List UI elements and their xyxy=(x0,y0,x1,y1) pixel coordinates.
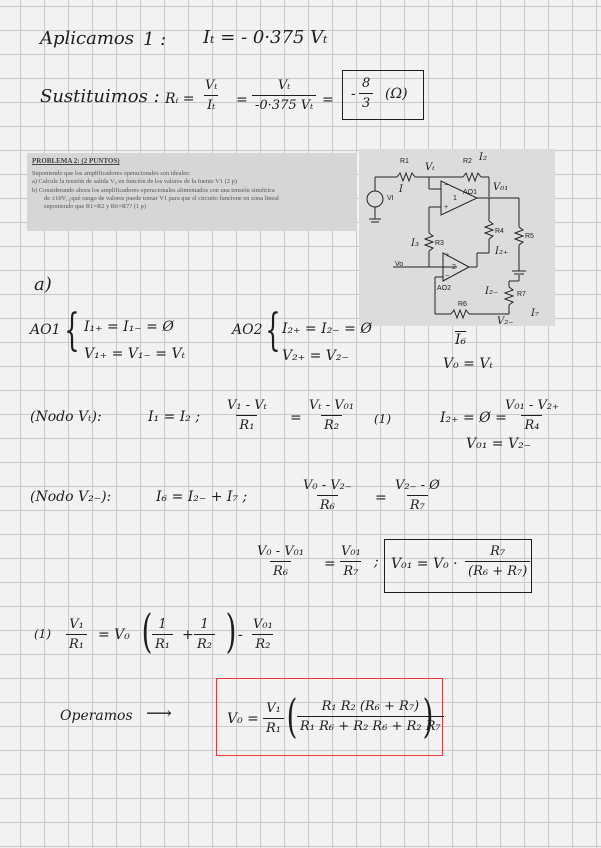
vo1-fraction-1 xyxy=(254,544,307,579)
line2-eq1: = xyxy=(236,92,248,108)
node-v2-f1-den: R₆ xyxy=(317,495,338,513)
final-arrow: ⟶ xyxy=(146,703,172,724)
eq1-plus: + xyxy=(182,627,194,643)
node-v2-fraction-1 xyxy=(300,478,355,513)
ao1-line1: I₁₊ = I₁₋ = Ø xyxy=(84,319,174,335)
ao2-block-label: AO2 xyxy=(232,322,263,338)
final-f1-den: R₁ xyxy=(263,718,284,736)
problem-item-b-line1: b) Considerando ahora los amplificadores operacionales alimentados con una tensión simétrica xyxy=(32,186,275,194)
final-f2-num: R₁ R₂ (R₆ + R₇) xyxy=(321,699,420,714)
problem-item-a: a) Calcule la tensión de salida V₀ en función de los valores de la fuente V1 (2 p) xyxy=(32,178,237,186)
line2-f1-num: Vₜ xyxy=(205,78,218,93)
node-v2-f2-num: V₂₋ - Ø xyxy=(395,478,440,493)
vo1-lhs: V₀₁ = V₀ · xyxy=(391,556,458,572)
line2-result-num: 8 xyxy=(362,76,371,91)
side-note-vo-vt: V₀ = Vₜ xyxy=(443,356,493,372)
circuit-note-i2p: I₂₊ xyxy=(495,246,509,257)
circuit-note-i3: I₃ xyxy=(411,238,419,249)
line2-result-sign: - xyxy=(351,86,356,102)
eq1-fraction-1 xyxy=(66,617,87,652)
final-close-paren: ) xyxy=(422,689,434,743)
line2-result-fraction xyxy=(359,76,373,111)
line2-word: Sustituimos : xyxy=(40,86,160,107)
line2-fraction-1 xyxy=(202,78,221,113)
eq1-fraction-3 xyxy=(194,617,215,652)
circuit-ao1-plus: + xyxy=(444,204,449,211)
eq1-f1-den: R₁ xyxy=(66,634,87,652)
node-vt-label: (Nodo Vₜ): xyxy=(30,409,102,425)
circuit-label-r6: R6 xyxy=(458,301,467,308)
line1-expression: Iₜ = - 0·375 Vₜ xyxy=(203,27,328,48)
problem-item-b-line3: suponiendo que R1=R2 y R6=R7? (1 p) xyxy=(44,203,146,211)
node-v2-eq: I₆ = I₂₋ + I₇ ; xyxy=(156,489,248,505)
eq1-fraction-4 xyxy=(250,617,276,652)
right-eq-fraction xyxy=(502,398,562,433)
node-v2-f1-num: V₀ - V₂₋ xyxy=(303,478,352,493)
eq1-f3-num: 1 xyxy=(200,617,209,632)
final-fraction-1 xyxy=(263,701,284,736)
eq1-tag: (1) xyxy=(34,627,51,641)
circuit-label-ao1: AO1 xyxy=(463,189,478,196)
node-vt-f2-num: Vₜ - V₀₁ xyxy=(309,398,355,413)
eq1-minus: - xyxy=(238,627,243,643)
circuit-diagram xyxy=(359,149,555,326)
line2-fraction-2 xyxy=(252,78,316,113)
problem-item-b-line2: de ±10V, ¿qué rango de valores puede tomar V1 para que el circuito funcione en zona lineal xyxy=(44,195,279,203)
node-v2-label: (Nodo V₂₋): xyxy=(30,489,112,505)
circuit-label-ao2: AO2 xyxy=(437,285,452,292)
final-word: Operamos xyxy=(60,708,133,724)
node-vt-eq: I₁ = I₂ ; xyxy=(148,409,201,425)
section-a-label: a) xyxy=(34,274,52,295)
vo1-f2-num: V₀₁ xyxy=(341,544,361,559)
node-vt-fraction-1 xyxy=(224,398,270,433)
eq1-f3-den: R₂ xyxy=(194,634,215,652)
line1-word: Aplicamos xyxy=(40,28,134,49)
eq1-f4-den: R₂ xyxy=(252,634,273,652)
circuit-ao1-number: 1 xyxy=(453,195,457,202)
side-note-i6: I₆ xyxy=(455,332,467,348)
eq1-mid: = V₀ xyxy=(98,627,130,643)
right-eq-den: R₄ xyxy=(521,415,542,433)
problem-statement xyxy=(27,153,357,231)
ao1-brace: { xyxy=(64,305,80,356)
circuit-ao2-number: 2 xyxy=(452,264,456,271)
node-v2-eq2: = xyxy=(375,490,387,506)
circuit-label-r3: R3 xyxy=(435,240,444,247)
circuit-label-r7: R7 xyxy=(517,291,526,298)
node-v2-fraction-2 xyxy=(392,478,443,513)
line2-f2-num: Vₜ xyxy=(277,78,291,93)
vo1-f1-den: R₆ xyxy=(270,561,291,579)
circuit-note-i: I xyxy=(399,184,403,195)
node-vt-f1-num: V₁ - Vₜ xyxy=(227,398,267,413)
node-v2-f2-den: R₇ xyxy=(407,495,428,513)
circuit-ao2-minus: − xyxy=(445,273,450,280)
node-vt-f2-den: R₂ xyxy=(321,415,342,433)
eq1-f2-num: 1 xyxy=(158,617,167,632)
vo1-eq: = xyxy=(324,556,336,572)
vo1-fraction-3 xyxy=(465,544,530,579)
circuit-ao1-minus: − xyxy=(444,182,449,189)
line1-number: 1 : xyxy=(143,29,167,50)
line2-f2-den: -0·375 Vₜ xyxy=(252,95,316,113)
vo1-f1-num: V₀ - V₀₁ xyxy=(257,544,305,559)
circuit-note-v2m: V₂₋ xyxy=(497,316,514,327)
circuit-label-vo: Vo xyxy=(395,261,404,268)
node-vt-eq2: = xyxy=(290,410,302,426)
circuit-note-i2m: I₂₋ xyxy=(485,286,499,297)
right-eq-lhs: I₂₊ = Ø = xyxy=(440,410,507,426)
line2-result-den: 3 xyxy=(359,93,373,111)
circuit-label-r1: R1 xyxy=(400,158,409,165)
circuit-note-i7: I₇ xyxy=(531,308,539,319)
right-eq-num: V₀₁ - V₂₊ xyxy=(505,398,559,413)
right-eq-line2: V₀₁ = V₂₋ xyxy=(466,436,532,452)
node-vt-tag: (1) xyxy=(374,412,391,426)
ao2-brace: { xyxy=(265,305,281,356)
circuit-label-vi: VI xyxy=(387,195,394,202)
final-result-box xyxy=(216,678,443,756)
vo1-separator: ; xyxy=(374,554,379,570)
vo1-fraction-2 xyxy=(338,544,364,579)
node-vt-f1-den: R₁ xyxy=(236,415,257,433)
vo1-f3-den: (R₆ + R₇) xyxy=(465,561,530,579)
line2-eq2: = xyxy=(322,92,334,108)
final-f1-num: V₁ xyxy=(266,701,281,716)
eq1-open-paren: ( xyxy=(141,604,153,658)
final-lhs: V₀ = xyxy=(227,711,259,727)
circuit-ao2-plus: + xyxy=(445,252,450,259)
circuit-note-i2: I₂ xyxy=(479,152,487,163)
ao2-line2: V₂₊ = V₂₋ xyxy=(282,348,349,364)
vo1-f2-den: R₇ xyxy=(340,561,361,579)
circuit-note-vo1: V₀₁ xyxy=(493,182,509,193)
line2-lhs: Rᵢ = xyxy=(165,91,195,107)
problem-intro: Suponiendo que los amplificadores operacionales son ideales: xyxy=(32,170,191,178)
eq1-fraction-2 xyxy=(152,617,173,652)
vo1-result-box xyxy=(384,539,532,593)
line2-f1-den: Iₜ xyxy=(204,95,218,113)
node-vt-fraction-2 xyxy=(306,398,357,433)
ao1-line2: V₁₊ = V₁₋ = Vₜ xyxy=(84,346,186,362)
line2-result-unit: (Ω) xyxy=(385,86,408,102)
line2-result-box xyxy=(342,70,424,120)
ao1-block-label: AO1 xyxy=(30,322,61,338)
circuit-label-r2: R2 xyxy=(463,158,472,165)
vo1-f3-num: R₇ xyxy=(490,544,506,559)
circuit-label-r4: R4 xyxy=(495,228,504,235)
circuit-label-r5: R5 xyxy=(525,233,534,240)
final-open-paren: ( xyxy=(286,689,298,743)
eq1-close-paren: ) xyxy=(225,604,237,658)
eq1-f1-num: V₁ xyxy=(69,617,84,632)
problem-heading: PROBLEMA 2: (2 PUNTOS) xyxy=(32,157,120,165)
eq1-f2-den: R₁ xyxy=(152,634,173,652)
ao2-line1: I₂₊ = I₂₋ = Ø xyxy=(282,321,372,337)
eq1-f4-num: V₀₁ xyxy=(253,617,273,632)
final-f2-den: R₁ R₆ + R₂ R₆ + R₂ R₇ xyxy=(297,716,444,734)
circuit-note-vt: Vₜ xyxy=(425,162,435,173)
